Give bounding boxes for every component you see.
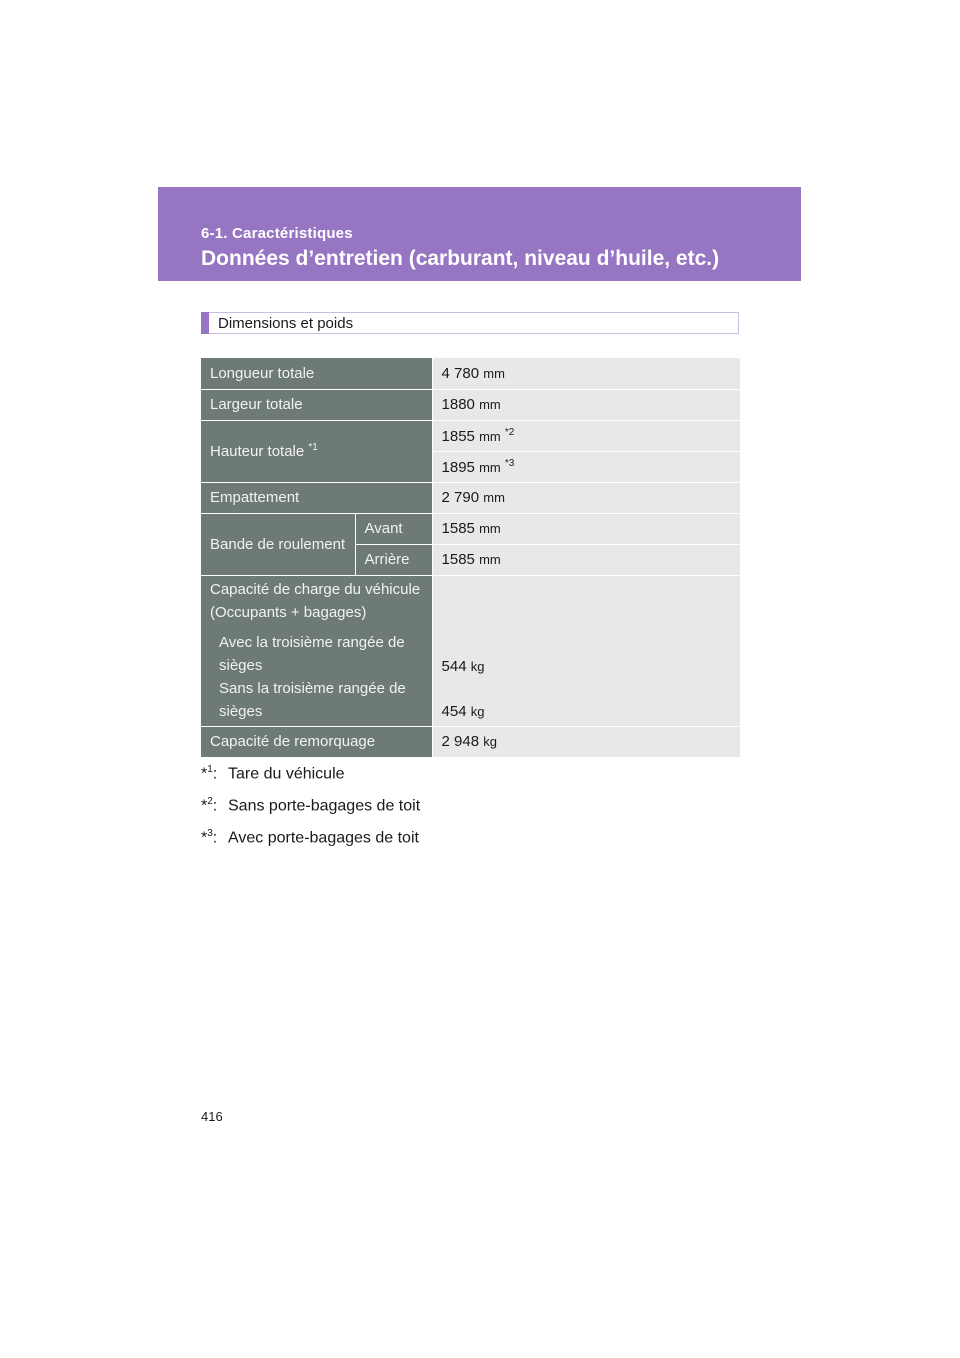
table-row-capacity [201, 575, 740, 726]
width-value: 1880 mm [432, 389, 740, 420]
dimensions-table [201, 358, 740, 758]
capacity-with-third-row-value: 544 kg [441, 657, 485, 675]
footnote-1: *$^1$: Tare du véhicule [201, 764, 345, 783]
wheelbase-label: Empattement [201, 482, 432, 513]
tread-front-value: 1585 mm [432, 513, 740, 544]
length-value: 4 780 mm [432, 358, 740, 389]
subsection-accent-bar [201, 312, 209, 334]
capacity-with-third-row-label: Avec la troisième rangée de sièges [219, 634, 405, 674]
height-value-1: 1855 mm $^{*2}$ [432, 420, 740, 451]
capacity-label: Capacité de charge du véhicule (Occupants + bagages) Avec la troisième rangée de sièges Sans la troisième rangée de sièges [201, 575, 432, 726]
table-row-length [201, 358, 740, 389]
table-row-wheelbase [201, 482, 740, 513]
towing-label: Capacité de remorquage [201, 726, 432, 757]
capacity-without-third-row-value: 454 kg [441, 702, 485, 720]
page-number: 416 [201, 1109, 223, 1124]
capacity-values [432, 575, 740, 726]
height-value-2: 1895 mm $^{*3}$ [432, 451, 740, 482]
wheelbase-value: 2 790 mm [432, 482, 740, 513]
page-title: Données d’entretien (carburant, niveau d’huile, etc.) [201, 247, 720, 270]
footnote-3: *$^3$: Avec porte-bagages de toit [201, 828, 419, 847]
section-label: 6-1. Caractéristiques [201, 225, 353, 242]
table-row-tread-front [201, 513, 740, 544]
height-footnote-ref: *1 [308, 442, 318, 453]
table-row-height-1 [201, 420, 740, 451]
width-label: Largeur totale [201, 389, 432, 420]
tread-rear-label: Arrière [355, 544, 432, 575]
tread-label: Bande de roulement [201, 513, 355, 575]
tread-front-label: Avant [355, 513, 432, 544]
table-row-towing [201, 726, 740, 757]
tread-rear-value: 1585 mm [432, 544, 740, 575]
towing-value: 2 948 kg [432, 726, 740, 757]
footnotes [201, 758, 420, 854]
chapter-header [158, 187, 801, 281]
subsection-title: Dimensions et poids [218, 315, 354, 332]
subsection-header [201, 312, 739, 334]
capacity-without-third-row-label: Sans la troisième rangée de sièges [219, 680, 406, 720]
footnote-2: *$^2$: Sans porte-bagages de toit [201, 796, 421, 815]
table-row-width [201, 389, 740, 420]
height-label: Hauteur totale $^{*1}$ [201, 420, 432, 482]
length-label: Longueur totale [201, 358, 432, 389]
